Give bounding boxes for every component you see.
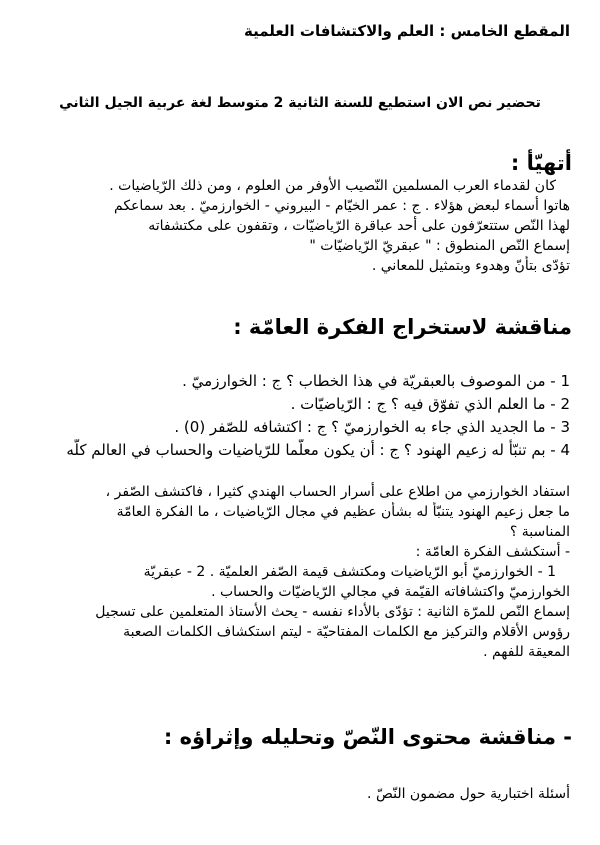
unit-title: المقطع الخامس : العلم والاكتشافات العلمية	[244, 22, 570, 40]
paragraph-line: 1 - الخوارزميّ أبو الرّياضيات ومكتشف قيمة الصّفر العلميّة . 2 - عبقريّة	[143, 564, 556, 580]
question-item: 4 - بم تنبّأ له زعيم الهنود ؟ ج : أن يكون معلّما للرّياضيات والحساب في العالم كلّه	[66, 441, 570, 459]
paragraph-line: الخوارزميّ واكتشافاته القيّمة في مجالي الرّياضيّات والحساب .	[211, 584, 570, 600]
intro-line: إسماع النّص المنطوق : " عبقريّ الرّياضيّات "	[309, 238, 570, 254]
general-idea-heading: مناقشة لاستخراج الفكرة العامّة :	[233, 315, 572, 339]
questions-list	[28, 370, 570, 462]
intro-line: تؤدّى بتأنّ وهدوء وبتمثيل للمعاني .	[371, 258, 570, 274]
question-item: 3 - ما الجديد الذي جاء به الخوارزميّ ؟ ج : اكتشافه للصّفر (0) .	[174, 418, 570, 436]
content-analysis-block	[28, 784, 570, 804]
lesson-title: تحضير نص الان استطيع للسنة الثانية 2 متوسط لغة عربية الجيل الثاني	[59, 95, 541, 111]
content-analysis-line: أسئلة اختبارية حول مضمون النّصّ .	[367, 786, 570, 802]
content-analysis-heading: - مناقشة محتوى النّصّ وتحليله وإثراؤه :	[163, 725, 572, 749]
paragraph-line: استفاد الخوارزمي من اطلاع على أسرار الحساب الهندي كثيرا ، فاكتشف الصّفر ،	[105, 484, 570, 500]
question-item: 1 - من الموصوف بالعبقريّة في هذا الخطاب ؟ ج : الخوارزميّ .	[182, 372, 570, 390]
intro-line: هاتوا أسماء لبعض هؤلاء . ج : عمر الخيّام - البيروني - الخوارزميّ . بعد سماعكم	[114, 198, 570, 214]
intro-line: كان لقدماء العرب المسلمين النّصيب الأوفر من العلوم ، ومن ذلك الرّياضيات .	[109, 178, 556, 194]
intro-line: لهذا النّص ستتعرّفون على أحد عباقرة الرّياضيّات ، وتقفون على مكتشفاته	[148, 218, 570, 234]
paragraph-line: رؤوس الأقلام والتركيز مع الكلمات المفتاحيّة - ليتم استكشاف الكلمات الصعبة	[123, 624, 570, 640]
paragraph-line: إسماع النّص للمرّة الثانية : تؤدّى بالأداء نفسه - يحث الأستاذ المتعلمين على تسجيل	[95, 604, 570, 620]
intro-heading: أتهيّأ :	[510, 151, 572, 175]
general-idea-paragraph	[28, 482, 570, 662]
paragraph-line: المناسبة ؟	[509, 524, 570, 540]
paragraph-line: المعيقة للفهم .	[483, 644, 570, 660]
question-item: 2 - ما العلم الذي تفوّق فيه ؟ ج : الرّياضيّات .	[290, 395, 570, 413]
paragraph-line: - أستكشف الفكرة العامّة :	[415, 544, 570, 560]
paragraph-line: ما جعل زعيم الهنود يتنبّأ له بشأن عظيم في مجال الرّياضيات ، ما الفكرة العامّة	[116, 504, 570, 520]
intro-block	[28, 176, 570, 276]
